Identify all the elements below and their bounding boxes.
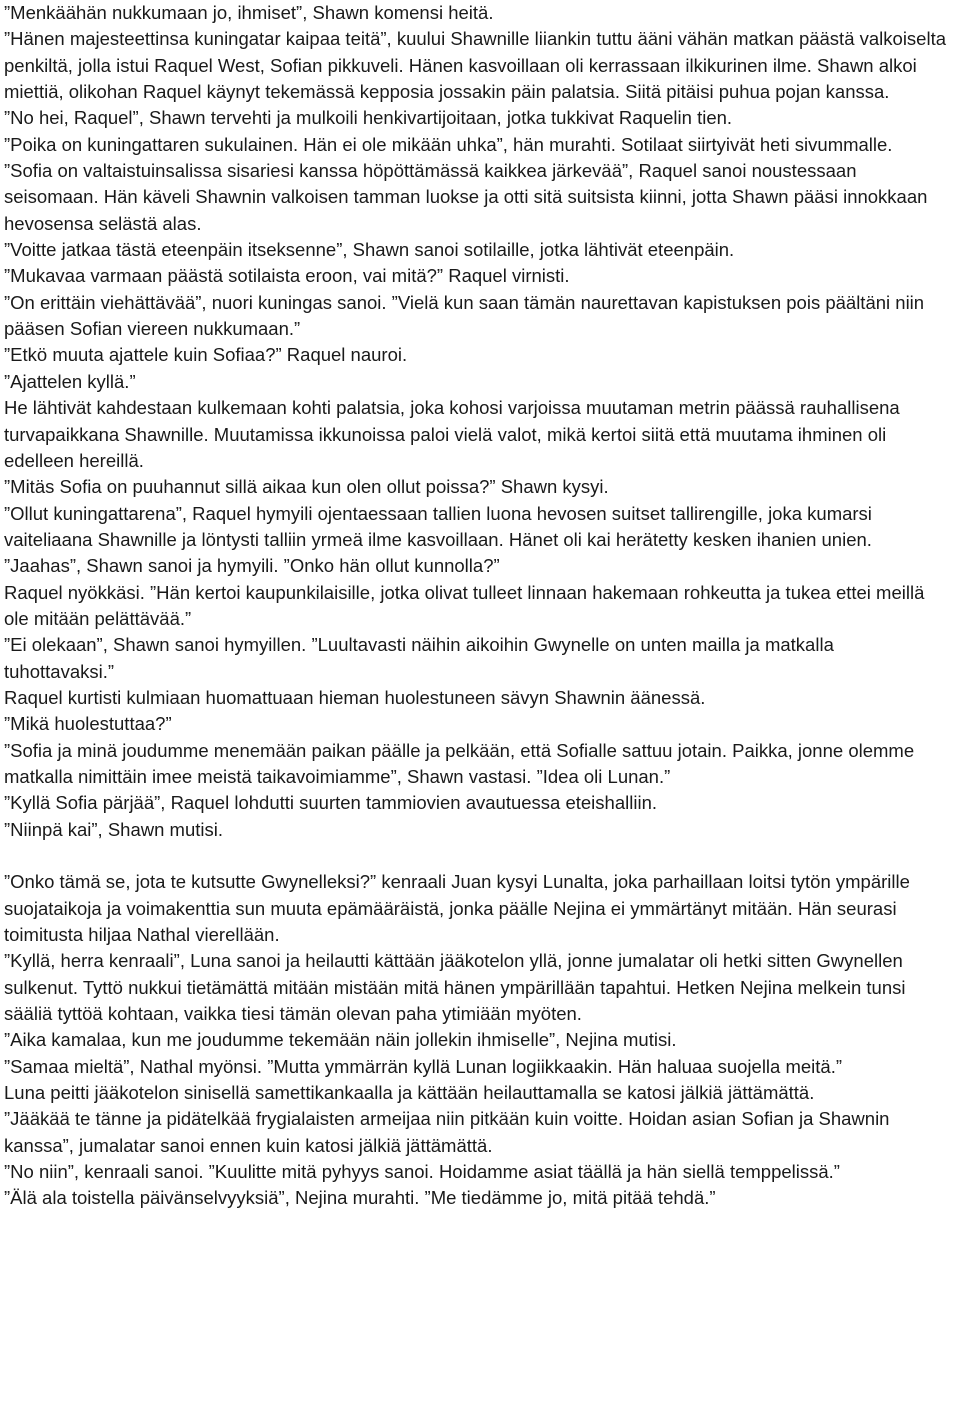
paragraph: ”Ei olekaan”, Shawn sanoi hymyillen. ”Luultavasti näihin aikoihin Gwynelle on unten mailla ja matkalla tuhottavaksi.”: [4, 634, 834, 682]
paragraph: ”Poika on kuningattaren sukulainen. Hän ei ole mikään uhka”, hän murahti. Sotilaat siirtyivät heti sivummalle.: [4, 133, 893, 155]
paragraph: ”Samaa mieltä”, Nathal myönsi. ”Mutta ymmärrän kyllä Lunan logiikkaakin. Hän haluaa suojella meitä.”: [4, 1055, 843, 1077]
paragraph: ”Kyllä, herra kenraali”, Luna sanoi ja heilautti kättään jääkotelon yllä, jonne jumalatar oli hetki sitten Gwynellen sulkenut. Tyttö nukkui tietämättä mitään mistään mitä hänen ympärillään tapahtui. Hetken Nejina melkein tunsi sääliä tyttöä kohtaan, vaikka tiesi tämän olevan paha ytimiään myöten.: [4, 950, 906, 1025]
paragraph: ”Mukavaa varmaan päästä sotilaista eroon, vai mitä?” Raquel virnisti.: [4, 265, 570, 287]
paragraph: Raquel kurtisti kulmiaan huomattuaan hieman huolestuneen sävyn Shawnin äänessä.: [4, 686, 706, 708]
paragraph: ”Jääkää te tänne ja pidätelkää frygialaisten armeijaa niin pitkään kuin voitte. Hoidan asian Sofian ja Shawnin kanssa”, jumalatar sanoi ennen kuin katosi jälkiä jättämättä.: [4, 1108, 890, 1156]
paragraph: Raquel nyökkäsi. ”Hän kertoi kaupunkilaisille, jotka olivat tulleet linnaan hakemaan rohkeutta ja tukea ettei meillä ole mitään pelättävää.”: [4, 581, 925, 629]
section-break: [4, 843, 948, 869]
paragraph: ”Menkäähän nukkumaan jo, ihmiset”, Shawn komensi heitä.: [4, 2, 494, 23]
paragraph: ”Onko tämä se, jota te kutsutte Gwynelleksi?” kenraali Juan kysyi Lunalta, joka parhaillaan loitsi tytön ympärille suojataikoja ja voimakenttia sun muuta epämääräistä, jonka päälle Nejina ei ymmärtänyt mitään. Hän seurasi toimitusta hiljaa Nathal vierellään.: [4, 871, 910, 946]
paragraph: ”Kyllä Sofia pärjää”, Raquel lohdutti suurten tammiovien avautuessa eteishalliin.: [4, 792, 657, 814]
paragraph: ”Niinpä kai”, Shawn mutisi.: [4, 818, 223, 840]
paragraph: ”Mitäs Sofia on puuhannut sillä aikaa kun olen ollut poissa?” Shawn kysyi.: [4, 476, 609, 498]
paragraph: ”Aika kamalaa, kun me joudumme tekemään näin jollekin ihmiselle”, Nejina mutisi.: [4, 1029, 677, 1051]
paragraph: ”No hei, Raquel”, Shawn tervehti ja mulkoili henkivartijoitaan, jotka tukkivat Raquelin tien.: [4, 107, 733, 129]
paragraph: ”Voitte jatkaa tästä eteenpäin itseksenne”, Shawn sanoi sotilaille, jotka lähtivät eteenpäin.: [4, 239, 735, 261]
paragraph: ”Etkö muuta ajattele kuin Sofiaa?” Raquel nauroi.: [4, 344, 408, 366]
paragraph: He lähtivät kahdestaan kulkemaan kohti palatsia, joka kohosi varjoissa muutaman metrin päässä rauhallisena turvapaikkana Shawnille. Muutamissa ikkunoissa paloi vielä valot, mikä kertoi siitä että muutama ihminen oli edelleen hereillä.: [4, 397, 900, 471]
paragraph: ”Jaahas”, Shawn sanoi ja hymyili. ”Onko hän ollut kunnolla?”: [4, 555, 500, 577]
paragraph: ”Sofia on valtaistuinsalissa sisariesi kanssa höpöttämässä kaikkea järkevää”, Raquel sanoi noustessaan seisomaan. Hän käveli Shawnin valkoisen tamman luokse ja otti sitä suitsista kiinni, jotta Shawn pääsi innokkaan hevosensa selästä alas.: [4, 160, 928, 234]
paragraph: ”On erittäin viehättävää”, nuori kuningas sanoi. ”Vielä kun saan tämän naurettavan kapistuksen pois päältäni niin pääsen Sofian viereen nukkumaan.”: [4, 291, 925, 340]
paragraph: ”Sofia ja minä joudumme menemään paikan päälle ja pelkään, että Sofialle sattuu jotain. Paikka, jonne olemme matkalla nimittäin imee meistä taikavoimiamme”, Shawn vastasi. ”Idea oli Lunan.”: [4, 739, 915, 787]
paragraph: ”Ollut kuningattarena”, Raquel hymyili ojentaessaan tallien luona hevosen suitset tallirengille, joka kumarsi vaiteliaana Shawnille ja löntysti talliin yrmeä ilme kasvoillaan. Hänet oli kai herätetty kesken ihanien unien.: [4, 502, 872, 550]
paragraph: ”Hänen majesteettinsa kuningatar kaipaa teitä”, kuului Shawnille liiankin tuttu ääni vähän matkan päästä valkoiselta penkiltä, jolla istui Raquel West, Sofian pikkuveli. Hänen kasvoillaan oli kerrassaan ilkikurinen ilme. Shawn alkoi miettiä, olikohan Raquel käynyt tekemässä kepposia jossakin päin palatsia. Siitä pitäisi puhua pojan kanssa.: [4, 28, 947, 103]
paragraph: ”Mikä huolestuttaa?”: [4, 713, 172, 735]
paragraph: ”Älä ala toistella päivänselvyyksiä”, Nejina murahti. ”Me tiedämme jo, mitä pitää tehdä.”: [4, 1187, 716, 1209]
paragraph: Luna peitti jääkotelon sinisellä samettikankaalla ja kättään heilauttamalla se katosi jälkiä jättämättä.: [4, 1082, 815, 1104]
paragraph: ”No niin”, kenraali sanoi. ”Kuulitte mitä pyhyys sanoi. Hoidamme asiat täällä ja hän siellä temppelissä.”: [4, 1161, 840, 1183]
paragraph: ”Ajattelen kyllä.”: [4, 370, 136, 392]
